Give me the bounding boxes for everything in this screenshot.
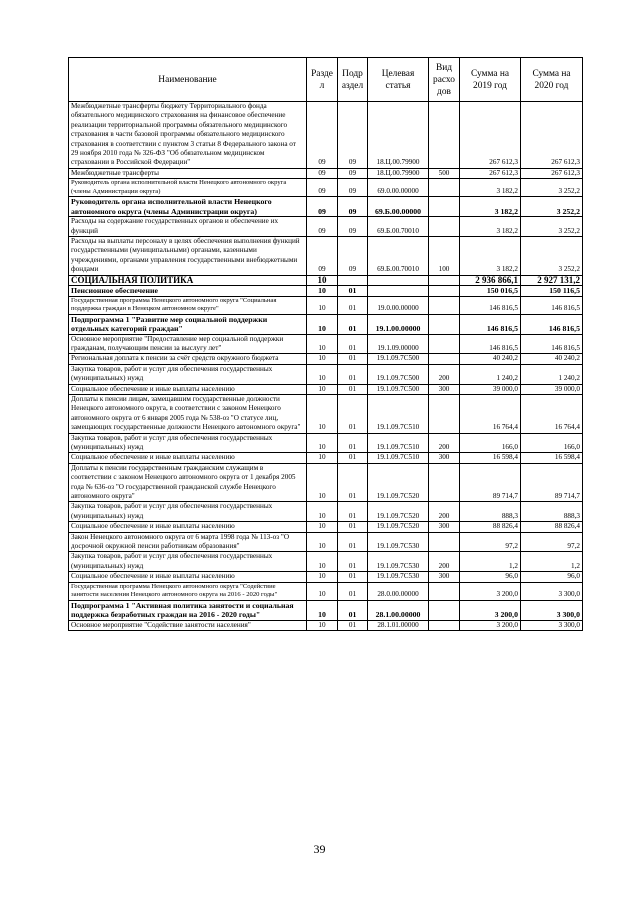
row-target: 19.1.09.7C510 xyxy=(368,394,429,433)
row-target: 19.1.09.7C520 xyxy=(368,463,429,502)
table-header-row xyxy=(69,58,583,102)
table-row xyxy=(69,179,583,197)
row-name: Межбюджетные трансферты бюджету Территориального фонда обязательного медицинского страхования на финансовое обеспечение реализации территориальной программы обязательного медицинского страхования в части базовой программы обязательного медицинского страхования в соответствии с пунктом 3 статьи 8 Федерального закона от 29 ноября 2010 года № 326-ФЗ "Об обязательном медицинском страховании в Российской Федерации" xyxy=(69,102,307,169)
row-vid xyxy=(429,179,460,197)
table-row xyxy=(69,217,583,237)
row-razdel: 10 xyxy=(307,572,338,582)
row-razdel: 09 xyxy=(307,217,338,237)
row-sum-2020: 146 816,5 xyxy=(521,296,583,314)
row-sum-2020: 150 116,5 xyxy=(521,286,583,296)
row-razdel: 10 xyxy=(307,296,338,314)
row-target: 19.1.09.7C520 xyxy=(368,522,429,532)
row-podrazdel: 01 xyxy=(338,384,368,394)
row-razdel: 10 xyxy=(307,552,338,572)
row-sum-2019: 146 816,5 xyxy=(460,314,521,334)
table-row xyxy=(69,275,583,285)
row-sum-2020: 3 252,2 xyxy=(521,217,583,237)
row-name: Руководитель органа исполнительной власти Ненецкого автономного округа (члены Администрации округа) xyxy=(69,197,307,217)
row-sum-2020: 267 612,3 xyxy=(521,102,583,169)
table-row xyxy=(69,502,583,522)
table-row xyxy=(69,394,583,433)
row-target: 19.0.00.00000 xyxy=(368,296,429,314)
row-sum-2019: 3 200,0 xyxy=(460,600,521,620)
row-razdel: 10 xyxy=(307,522,338,532)
row-sum-2020: 1 240,2 xyxy=(521,364,583,384)
row-podrazdel: 09 xyxy=(338,237,368,276)
row-name: Региональная доплата к пенсии за счёт средств окружного бюджета xyxy=(69,354,307,364)
row-sum-2020: 3 300,0 xyxy=(521,620,583,630)
row-razdel: 10 xyxy=(307,502,338,522)
row-podrazdel: 01 xyxy=(338,286,368,296)
row-vid xyxy=(429,582,460,600)
row-name: Подпрограмма 1 "Развитие мер социальной поддержки отдельных категорий граждан" xyxy=(69,314,307,334)
table-row xyxy=(69,102,583,169)
row-podrazdel: 01 xyxy=(338,463,368,502)
table-row xyxy=(69,168,583,178)
row-sum-2019: 267 612,3 xyxy=(460,102,521,169)
row-vid xyxy=(429,463,460,502)
table-row xyxy=(69,463,583,502)
row-sum-2019: 146 816,5 xyxy=(460,334,521,354)
row-vid: 200 xyxy=(429,502,460,522)
row-target: 18.Ц.00.79900 xyxy=(368,168,429,178)
row-sum-2020: 2 927 131,2 xyxy=(521,275,583,285)
row-sum-2020: 16 598,4 xyxy=(521,453,583,463)
row-vid xyxy=(429,394,460,433)
row-razdel: 10 xyxy=(307,433,338,453)
row-name: Социальное обеспечение и иные выплаты населению xyxy=(69,384,307,394)
table-row xyxy=(69,620,583,630)
row-sum-2019: 97,2 xyxy=(460,532,521,552)
row-sum-2020: 888,3 xyxy=(521,502,583,522)
row-vid xyxy=(429,217,460,237)
row-sum-2019: 166,0 xyxy=(460,433,521,453)
row-sum-2020: 96,0 xyxy=(521,572,583,582)
header-name: Наименование xyxy=(69,58,307,102)
row-podrazdel: 01 xyxy=(338,296,368,314)
table-row xyxy=(69,453,583,463)
row-name: Доплаты к пенсии лицам, замещавшим государственные должности Ненецкого автономного округа, в соответствии с законом Ненецкого автономного округа от 6 января 2005 года № 538-оз "О статусе лиц, замещающих государственные должности Ненецкого автономного округа" xyxy=(69,394,307,433)
row-razdel: 10 xyxy=(307,364,338,384)
table-row xyxy=(69,354,583,364)
row-sum-2019: 2 936 866,1 xyxy=(460,275,521,285)
row-target: 19.1.09.7C500 xyxy=(368,354,429,364)
row-sum-2019: 3 182,2 xyxy=(460,237,521,276)
row-name: Пенсионное обеспечение xyxy=(69,286,307,296)
row-name: Закупка товаров, работ и услуг для обеспечения государственных (муниципальных) нужд xyxy=(69,433,307,453)
row-sum-2020: 16 764,4 xyxy=(521,394,583,433)
row-vid xyxy=(429,102,460,169)
row-name: Доплаты к пенсии государственным гражданским служащим в соответствии с законом Ненецкого автономного округа от 1 декабря 2005 года № 636-оз "О государственной гражданской службе Ненецкого автономного округа" xyxy=(69,463,307,502)
header-sum-2020: Сумма на 2020 год xyxy=(521,58,583,102)
row-target: 19.1.09.7C530 xyxy=(368,572,429,582)
row-sum-2020: 146 816,5 xyxy=(521,314,583,334)
row-sum-2019: 3 200,0 xyxy=(460,582,521,600)
row-sum-2020: 3 300,0 xyxy=(521,600,583,620)
row-target: 28.1.01.00000 xyxy=(368,620,429,630)
row-vid: 500 xyxy=(429,168,460,178)
row-sum-2020: 146 816,5 xyxy=(521,334,583,354)
row-podrazdel: 01 xyxy=(338,314,368,334)
row-vid xyxy=(429,600,460,620)
table-row xyxy=(69,314,583,334)
row-sum-2020: 88 826,4 xyxy=(521,522,583,532)
row-target: 69.Б.00.00000 xyxy=(368,197,429,217)
row-vid xyxy=(429,296,460,314)
row-name: Социальное обеспечение и иные выплаты населению xyxy=(69,453,307,463)
row-sum-2019: 3 182,2 xyxy=(460,217,521,237)
row-sum-2020: 3 252,2 xyxy=(521,179,583,197)
row-name: Социальное обеспечение и иные выплаты населению xyxy=(69,522,307,532)
row-name: Закупка товаров, работ и услуг для обеспечения государственных (муниципальных) нужд xyxy=(69,552,307,572)
row-razdel: 10 xyxy=(307,334,338,354)
row-sum-2019: 150 016,5 xyxy=(460,286,521,296)
row-podrazdel: 01 xyxy=(338,453,368,463)
table-row xyxy=(69,237,583,276)
row-razdel: 10 xyxy=(307,582,338,600)
row-vid xyxy=(429,286,460,296)
row-target: 69.Б.00.70010 xyxy=(368,217,429,237)
row-podrazdel: 01 xyxy=(338,334,368,354)
row-razdel: 10 xyxy=(307,532,338,552)
row-vid: 200 xyxy=(429,364,460,384)
row-target: 19.1.09.7C500 xyxy=(368,384,429,394)
header-vid: Вид расхо дов xyxy=(429,58,460,102)
row-sum-2019: 888,3 xyxy=(460,502,521,522)
row-razdel: 10 xyxy=(307,384,338,394)
row-razdel: 09 xyxy=(307,102,338,169)
row-podrazdel: 09 xyxy=(338,217,368,237)
table-row xyxy=(69,552,583,572)
row-name: Государственная программа Ненецкого автономного округа "Содействие занятости населения Ненецкого автономного округа на 2016 - 2020 годы" xyxy=(69,582,307,600)
row-name: Основное мероприятие "Предоставление мер социальной поддержки гражданам, получающим пенсии за выслугу лет" xyxy=(69,334,307,354)
row-vid xyxy=(429,275,460,285)
row-podrazdel: 01 xyxy=(338,354,368,364)
page-number: 39 xyxy=(313,842,326,856)
row-target: 19.1.00.00000 xyxy=(368,314,429,334)
row-target: 19.1.09.7C520 xyxy=(368,502,429,522)
row-target: 19.1.09.7C500 xyxy=(368,364,429,384)
row-name: Государственная программа Ненецкого автономного округа "Социальная поддержка граждан в Ненецком автономном округе" xyxy=(69,296,307,314)
row-sum-2020: 3 252,2 xyxy=(521,197,583,217)
row-sum-2020: 89 714,7 xyxy=(521,463,583,502)
header-razdel: Разде л xyxy=(307,58,338,102)
row-vid: 100 xyxy=(429,237,460,276)
row-sum-2019: 40 240,2 xyxy=(460,354,521,364)
row-vid: 300 xyxy=(429,572,460,582)
row-vid: 300 xyxy=(429,384,460,394)
row-razdel: 10 xyxy=(307,600,338,620)
row-name: Расходы на выплаты персоналу в целях обеспечения выполнения функций государственными (муниципальными) органами, казенными учреждениями, органами управления государственными внебюджетными фондами xyxy=(69,237,307,276)
row-sum-2020: 267 612,3 xyxy=(521,168,583,178)
row-target: 19.1.09.7C510 xyxy=(368,453,429,463)
row-vid xyxy=(429,314,460,334)
row-target: 19.1.09.00000 xyxy=(368,334,429,354)
row-razdel: 10 xyxy=(307,620,338,630)
row-razdel: 10 xyxy=(307,453,338,463)
row-name: Закон Ненецкого автономного округа от 6 марта 1998 года № 113-оз "О досрочной окружной пенсии работникам образования" xyxy=(69,532,307,552)
table-row xyxy=(69,197,583,217)
budget-table xyxy=(68,57,583,631)
row-sum-2020: 3 300,0 xyxy=(521,582,583,600)
row-sum-2019: 3 182,2 xyxy=(460,197,521,217)
row-target: 19.1.09.7C530 xyxy=(368,552,429,572)
row-sum-2019: 16 764,4 xyxy=(460,394,521,433)
row-razdel: 10 xyxy=(307,286,338,296)
row-razdel: 10 xyxy=(307,275,338,285)
row-podrazdel: 01 xyxy=(338,572,368,582)
row-vid: 200 xyxy=(429,552,460,572)
row-name: Основное мероприятие "Содействие занятости населения" xyxy=(69,620,307,630)
row-target xyxy=(368,286,429,296)
table-row xyxy=(69,384,583,394)
table-row xyxy=(69,433,583,453)
row-podrazdel: 01 xyxy=(338,600,368,620)
row-podrazdel: 01 xyxy=(338,620,368,630)
row-sum-2020: 97,2 xyxy=(521,532,583,552)
header-podrazdel: Подр аздел xyxy=(338,58,368,102)
table-row xyxy=(69,600,583,620)
table-row xyxy=(69,296,583,314)
row-podrazdel: 09 xyxy=(338,168,368,178)
row-sum-2020: 39 000,0 xyxy=(521,384,583,394)
row-razdel: 10 xyxy=(307,463,338,502)
row-podrazdel: 01 xyxy=(338,433,368,453)
row-razdel: 10 xyxy=(307,354,338,364)
row-sum-2019: 1 240,2 xyxy=(460,364,521,384)
row-sum-2019: 89 714,7 xyxy=(460,463,521,502)
row-sum-2019: 267 612,3 xyxy=(460,168,521,178)
row-razdel: 09 xyxy=(307,168,338,178)
row-vid: 200 xyxy=(429,433,460,453)
row-target: 18.Ц.00.79900 xyxy=(368,102,429,169)
row-vid xyxy=(429,197,460,217)
row-sum-2020: 166,0 xyxy=(521,433,583,453)
row-sum-2019: 3 200,0 xyxy=(460,620,521,630)
row-podrazdel: 01 xyxy=(338,582,368,600)
row-podrazdel: 01 xyxy=(338,552,368,572)
row-sum-2019: 16 598,4 xyxy=(460,453,521,463)
row-podrazdel: 09 xyxy=(338,197,368,217)
row-name: Расходы на содержание государственных органов и обеспечение их функций xyxy=(69,217,307,237)
row-name: Руководитель органа исполнительной власти Ненецкого автономного округа (члены Администрации округа) xyxy=(69,179,307,197)
row-sum-2019: 3 182,2 xyxy=(460,179,521,197)
row-vid xyxy=(429,334,460,354)
row-vid xyxy=(429,354,460,364)
row-sum-2020: 1,2 xyxy=(521,552,583,572)
table-row xyxy=(69,334,583,354)
row-podrazdel: 09 xyxy=(338,179,368,197)
row-target: 28.0.00.00000 xyxy=(368,582,429,600)
header-sum-2019: Сумма на 2019 год xyxy=(460,58,521,102)
row-sum-2019: 1,2 xyxy=(460,552,521,572)
row-razdel: 10 xyxy=(307,314,338,334)
row-podrazdel: 01 xyxy=(338,364,368,384)
row-name: Социальное обеспечение и иные выплаты населению xyxy=(69,572,307,582)
row-razdel: 09 xyxy=(307,179,338,197)
row-podrazdel: 01 xyxy=(338,522,368,532)
row-podrazdel xyxy=(338,275,368,285)
row-target: 19.1.09.7C530 xyxy=(368,532,429,552)
row-sum-2019: 146 816,5 xyxy=(460,296,521,314)
row-podrazdel: 09 xyxy=(338,102,368,169)
row-sum-2019: 88 826,4 xyxy=(460,522,521,532)
row-podrazdel: 01 xyxy=(338,532,368,552)
row-name: Подпрограмма 1 "Активная политика занятости и социальная поддержка безработных граждан на 2016 - 2020 годы" xyxy=(69,600,307,620)
row-vid: 300 xyxy=(429,522,460,532)
row-name: Межбюджетные трансферты xyxy=(69,168,307,178)
row-podrazdel: 01 xyxy=(338,502,368,522)
table-row xyxy=(69,532,583,552)
row-vid xyxy=(429,620,460,630)
row-target: 28.1.00.00000 xyxy=(368,600,429,620)
table-row xyxy=(69,286,583,296)
row-sum-2019: 96,0 xyxy=(460,572,521,582)
row-name: СОЦИАЛЬНАЯ ПОЛИТИКА xyxy=(69,275,307,285)
table-row xyxy=(69,364,583,384)
row-razdel: 09 xyxy=(307,237,338,276)
row-target: 69.0.00.00000 xyxy=(368,179,429,197)
row-podrazdel: 01 xyxy=(338,394,368,433)
row-sum-2020: 40 240,2 xyxy=(521,354,583,364)
row-target: 69.Б.00.70010 xyxy=(368,237,429,276)
row-vid: 300 xyxy=(429,453,460,463)
row-razdel: 09 xyxy=(307,197,338,217)
row-razdel: 10 xyxy=(307,394,338,433)
table-row xyxy=(69,522,583,532)
table-row xyxy=(69,572,583,582)
row-name: Закупка товаров, работ и услуг для обеспечения государственных (муниципальных) нужд xyxy=(69,502,307,522)
row-vid xyxy=(429,532,460,552)
table-row xyxy=(69,582,583,600)
row-sum-2020: 3 252,2 xyxy=(521,237,583,276)
row-target: 19.1.09.7C510 xyxy=(368,433,429,453)
row-target xyxy=(368,275,429,285)
row-sum-2019: 39 000,0 xyxy=(460,384,521,394)
header-target: Целевая статья xyxy=(368,58,429,102)
row-name: Закупка товаров, работ и услуг для обеспечения государственных (муниципальных) нужд xyxy=(69,364,307,384)
